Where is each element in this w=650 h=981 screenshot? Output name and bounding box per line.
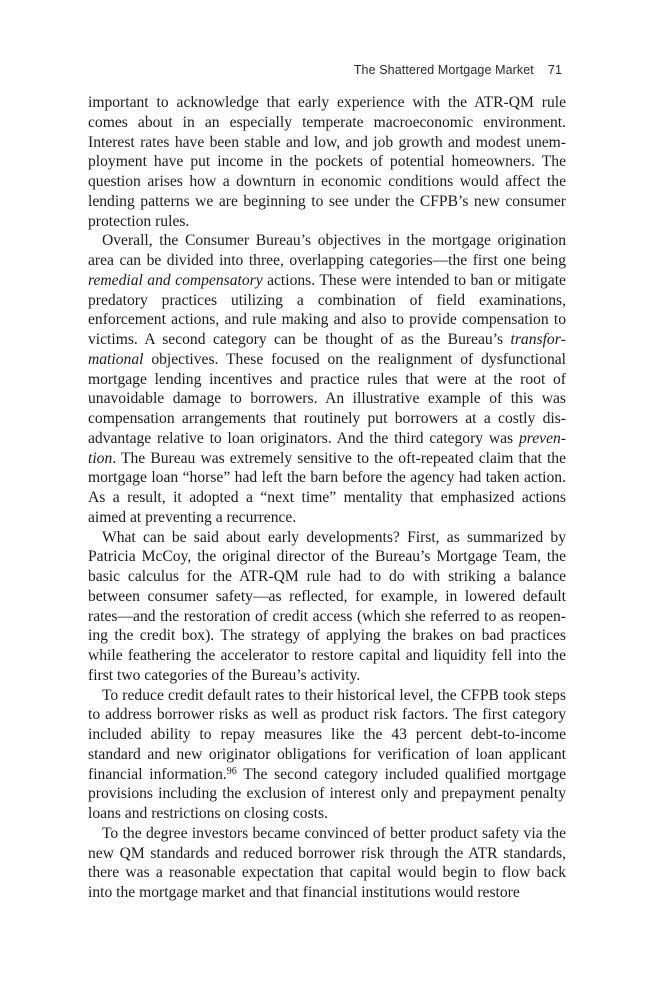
running-title: The Shattered Mortgage Market	[353, 63, 534, 77]
page-number: 71	[547, 63, 562, 77]
italic-term: transformational	[88, 331, 566, 368]
text-segment: Overall, the Consumer Bureau’s objectives in the mortgage origination area can be divided into three, overlapping categories—the first one being	[88, 232, 566, 269]
footnote-marker: 96	[226, 765, 237, 777]
paragraph	[88, 824, 566, 903]
text-segment: The second category included qualified mortgage provisions including the exclusion of interest only and prepayment penalty loans and restrictions on closing costs.	[88, 765, 566, 822]
paragraph	[88, 93, 566, 231]
running-header	[354, 63, 562, 77]
paragraph	[88, 528, 566, 686]
text-segment: What can be said about early developments? First, as summarized by Patricia McCoy, the original director of the Bureau’s Mortgage Team, the basic calculus for the ATR-QM rule had to do with striking a balance between consumer safety—as reflected, for example, in lowered default rates—and the restoration of credit access (which she referred to as reopening the credit box). The strategy of applying the brakes on bad practices while feathering the accelerator to restore capital and liquidity fell into the first two categories of the Bureau’s activity.	[88, 528, 566, 684]
text-segment: objectives. These focused on the realignment of dysfunctional mortgage lending incentives and practice rules that were at the root of unavoidable damage to borrowers. An illustrative example of this was compensation arrangements that routinely put borrowers at a costly disadvantage relative to loan originators. And the third category was	[88, 350, 566, 447]
italic-term: remedial and compensatory	[88, 271, 263, 289]
text-segment: actions. These were intended to ban or mitigate predatory practices utilizing a combination of field examinations, enforcement actions, and rule making and also to provide compensation to victims. A second category can be thought of as the Bureau’s	[88, 271, 566, 348]
text-segment: To reduce credit default rates to their historical level, the CFPB took steps to address borrower risks as well as product risk factors. The first category included ability to repay measures like the 43 percent debt-to-income standard and new originator obligations for verification of loan applicant financial information.	[88, 686, 566, 783]
paragraph	[88, 231, 566, 527]
paragraph	[88, 686, 566, 824]
italic-term: prevention	[88, 429, 566, 467]
text-segment: To the degree investors became convinced of better product safety via the new QM standards and reduced borrower risk through the ATR standards, there was a reasonable expectation that capital would begin to flow back into the mortgage market and that financial institutions would restore	[88, 824, 566, 901]
text-segment: . The Bureau was extremely sensitive to the oft-repeated claim that the mortgage loan “horse” had left the barn before the agency had taken action. As a result, it adopted a “next time” mentality that emphasized actions aimed at preventing a recurrence.	[88, 449, 566, 526]
text-segment: important to acknowledge that early experience with the ATR-QM rule comes about in an especially temperate macroeconomic environment. Interest rates have been stable and low, and job growth and modest unemployment have put income in the pockets of potential homeowners. The question arises how a downturn in economic conditions would affect the lending patterns we are beginning to see under the CFPB’s new consumer protection rules.	[88, 94, 566, 230]
body-text	[88, 93, 566, 903]
